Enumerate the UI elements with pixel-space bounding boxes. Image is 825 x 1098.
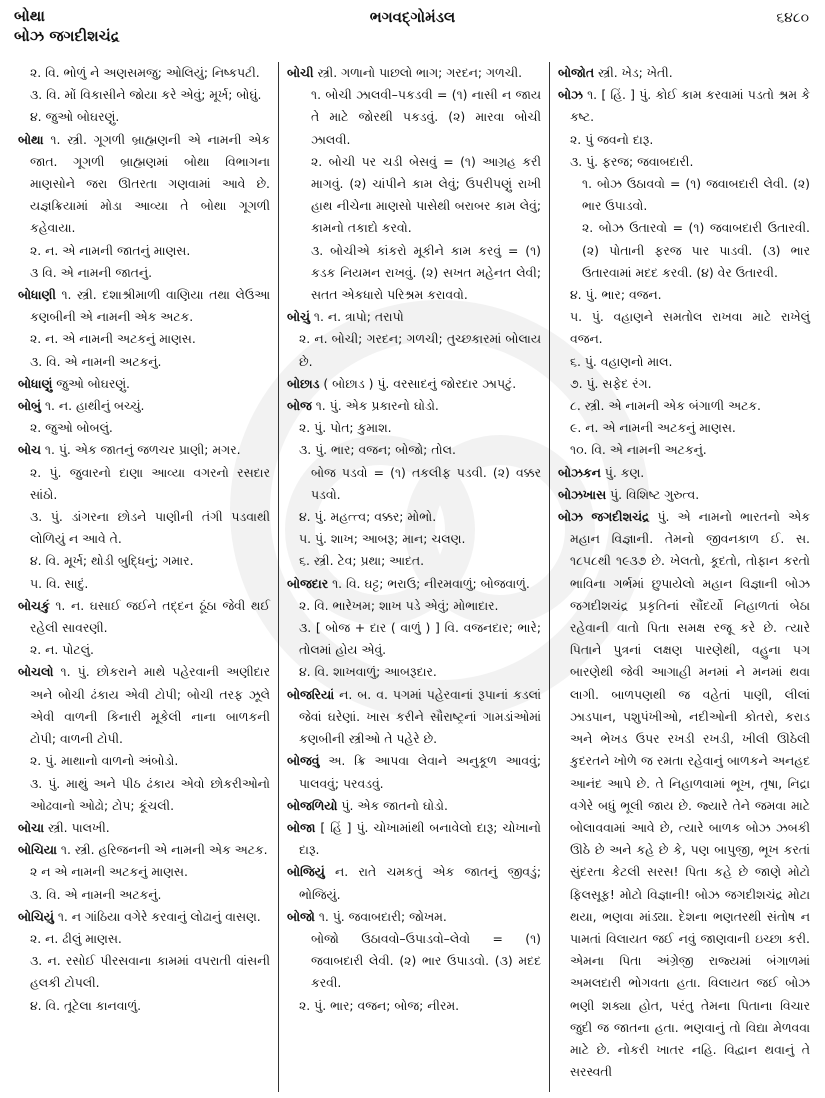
headword: બોજા [287, 819, 316, 835]
headword: બોચિયું [18, 908, 54, 924]
guide-word-first: બોથા [14, 7, 45, 25]
definition-text: ૧. ન ગાંઠિયા વગેરે કરવાનું લોઢાનું વાસણ. [53, 908, 261, 924]
definition-text: ૧. બોચી ઝાલવી–પકડવી = (૧) નાસી ન જાય તે માટે જોરથી પકડવું. (૨) મારવા બોચી ઝાલવી. [311, 87, 541, 147]
dictionary-entry [287, 373, 541, 395]
sense-line [18, 573, 270, 595]
definition-text: ૧. પું. જવાબદારી; જોખમ. [314, 908, 447, 924]
sense-line [18, 861, 270, 883]
headword: બોઝ જગદીશચંદ્ર [558, 509, 650, 525]
headword: બોઝકન [558, 464, 601, 480]
definition-text: ૩ વિ. એ નામની જાતનું. [30, 264, 153, 280]
idiom-line [558, 217, 810, 284]
dictionary-entry [558, 62, 810, 84]
definition-text: ૪. વિ. તૂટેલા કાનવાળું. [30, 997, 142, 1013]
definition-text: ૩. ન. રસોઈ પીરસવાના કામમાં વપરાતી વાંસની હલકી ટોપલી. [30, 953, 270, 991]
definition-text: ૨. પું. જુવારનો દાણા આવ્યા વગરનો રસદાર સાંઠો. [30, 464, 270, 502]
definition-text: ૩. પું. ફરજ; જવાબદારી. [570, 153, 694, 169]
definition-text: ૨. ન. ઢીલું માણસ. [30, 930, 122, 946]
dictionary-entry [287, 906, 541, 928]
definition-text: ( બોછાડ ) પું. વરસાદનું જોરદાર ઝાપટું. [319, 375, 517, 391]
definition-text: ૨. પું. પોત; કુમાશ. [299, 420, 392, 436]
dictionary-columns [10, 62, 818, 1092]
sense-line [287, 661, 541, 683]
definition-text: ૧. ન. હાથીનું બચ્ચું. [41, 398, 145, 414]
headword: બોચા [18, 819, 44, 835]
column-2 [278, 62, 550, 1092]
definition-text: ૪. વિ. મૂર્ખ; થોડી બુદ્ધિનું; ગમાર. [30, 553, 194, 569]
definition-text: ન. બ. વ. પગમાં પહેરવાનાં રૂપાનાં કડલાં જેવાં ઘરેણાં. ખાસ કરીને સૌરાષ્ટ્રનાં ગામડાંઓમાં કણબીની સ્ત્રીઓ તે પહેરે છે. [299, 686, 541, 747]
dictionary-entry [18, 906, 270, 928]
dictionary-entry [287, 750, 541, 794]
definition-text: ૨. પું જવનો દારૂ. [570, 131, 654, 147]
dictionary-entry [558, 506, 810, 1083]
dictionary-entry [287, 861, 541, 905]
sense-line [18, 462, 270, 506]
sense-line [18, 773, 270, 817]
book-title: ભગવદ્ગોમંડલ [369, 8, 456, 26]
dictionary-entry [287, 795, 541, 817]
sense-line [558, 395, 810, 417]
definition-text: ૯. ન. એ નામની અટકનું માણસ. [570, 420, 736, 436]
page-number: ૬૪૮૦ [776, 10, 809, 26]
definition-text: ૨. ન. બોચી; ગરદન; ગળચી; તુચ્છકારમાં બોલાય છે. [299, 331, 541, 369]
sense-line [558, 417, 810, 439]
sense-line [18, 506, 270, 550]
headword: બોથા [18, 131, 44, 147]
sense-line [287, 417, 541, 439]
definition-text: બોજો ઉઠાવવો–ઉપાડવો–લેવો = (૧) જવાબદારી લેવી. (૨) ભાર ઉપાડવો. (૩) મદદ કરવી. [311, 930, 541, 991]
headword: બોજવું [287, 753, 320, 769]
sense-line [558, 351, 810, 373]
definition-text: [ હિં ] પું. ચોખામાંથી બનાવેલો દારૂ; ચોખાનો દારૂ. [299, 819, 541, 858]
definition-text: પું. વિશિષ્ટ ગુરુત્વ. [606, 486, 700, 502]
definition-text: ૪. પું. મહત્ત્વ; વક્કર; મોભો. [299, 509, 437, 525]
dictionary-entry [287, 62, 541, 84]
sense-line [558, 306, 810, 350]
definition-text: ૧૦. વિ. એ નામની અટકનું. [570, 442, 707, 458]
definition-text: ૬. પું. વહાણનો માલ. [570, 353, 673, 369]
dictionary-entry [18, 817, 270, 839]
dictionary-entry [18, 284, 270, 328]
definition-text: ૨. પું. ભાર; વજન; બોજ; નીરમ. [299, 997, 460, 1013]
headword: બોચું [287, 309, 310, 325]
headword: બોજળિયો [287, 797, 338, 813]
definition-text: પું. કણ. [600, 464, 645, 480]
sense-line [18, 750, 270, 772]
sense-line [558, 151, 810, 173]
definition-text: પું. એ નામનો ભારતનો એક મહાન વિજ્ઞાની. તેમનો જીવનકાળ ઈ. સ. ૧૮૫૮થી ૧૯૩૭ છે. ખેલતો, કૂદતો, તોફાન કરતો ભાવિના ગર્ભમાં છુપાયેલો મહાન વિજ્ઞાની બોઝ જગદીશચંદ્ર પ્રકૃતિનાં સૌંદર્યો નિહાળતાં બેઠા રહેવાની વાતો પિતા સમક્ષ રજૂ કરે છે. ત્યારે પિતાને પુત્રનાં લક્ષણ પારણેથી, વહુના પગ બારણેથી જેવી આગાહી મનમાં ને મનમાં થવા લાગી. બાળપણથી જ વહેતાં પાણી, લીલાં ઝાડપાન, પશુપંખીઓ, નદીઓની કોતરો, કરાડ અને ભેખડ ઉપર રખડી રખડી, ખીલી ઊઠેલી કુદરતને ખોળે જ રમતા રહેવાનું બાળકને અનહદ આનંદ આપે છે. તે નિહાળવામાં ભૂખ, તૃષા, નિદ્રા વગેરે બધું ભૂલી જાય છે. જ્યારે તેને જમવા માટે બોલાવવામાં આવે છે, ત્યારે બાળક બોઝ ઝબકી ઊઠે છે અને કહે છે કે, પણ બાપુજી, ભૂખ કરતાં સુંદરતા કેટલી સરસ! પિતા કહે છે જાણે મોટો ફિલસૂફ! મોટો વિજ્ઞાની! બોઝ જગદીશચંદ્ર મોટા થયા, ભણવા માંડ્યા. દેશના ભણતરથી સંતોષ ન પામતાં વિલાયત જઈ નવું જાણવાની ઇચ્છા કરી. એમના પિતા અંગ્રેજી રાજ્યમાં બંગાળમાં અમલદારી ભોગવતા હતા. વિલાયત જઈ બોઝ ભણી શક્યા હોત, પરંતુ તેમના પિતાના વિચાર જુદી જ જાતના હતા. ભણવાનું તો વિદ્યા મેળવવા માટે છે. નોકરી ખાતર નહિ. વિદ્વાન થવાનું તે સરસ્વતી [570, 509, 810, 1080]
sense-line [558, 129, 810, 151]
definition-text: ૧. ન. ત્રાપો; તરાપો [309, 309, 404, 325]
definition-text: ૪. વિ. શાખવાળું; આબરૂદાર. [299, 664, 437, 680]
page-header [0, 0, 825, 62]
definition-text: ૩. પું. ભાર; વજન; બોજો; તોલ. [299, 442, 456, 458]
definition-text: ૫. પું. શાખ; આબરૂ; માન; ચલણ. [299, 531, 466, 547]
definition-text: ૩. વિ. એ નામની અટકનું. [30, 353, 162, 369]
definition-text: ૧. પું. એક જાતનું જળચર પ્રાણી; મગર. [40, 442, 241, 458]
definition-text: પું. એક જાતનો ઘોડો. [337, 797, 448, 813]
definition-text: ૧. પું. એક પ્રકારનો ઘોડો. [311, 398, 439, 414]
headword: બોજરિયાં [287, 686, 335, 702]
sense-line [18, 928, 270, 950]
idiom-line [287, 462, 541, 506]
dictionary-entry [18, 661, 270, 750]
definition-text: ૩. વિ. એ નામની અટકનું. [30, 886, 162, 902]
definition-text: ૧. ન. ઘસાઈ જઈને તદ્દન ઠૂંઠા જેવી થઈ રહેલી સાવરણી. [30, 597, 270, 636]
guide-word-last: બોઝ જગદીશચંદ્ર [14, 27, 120, 45]
definition-text: ૩. [ બોજ + દાર ( વાળું ) ] વિ. વજનદાર; ભારે; તોલમાં હોય એવું. [299, 620, 541, 658]
definition-text: ૩. પું. માથું અને પીઠ ઢંકાય એવો છોકરીઓનો ઓઢવાનો ઓઢો; ટોપ; કૂંચલી. [30, 775, 270, 813]
headword: બોછાડ [287, 375, 320, 391]
sense-line [18, 995, 270, 1017]
definition-text: ૪. જુઓ બોઘરણું. [30, 109, 120, 125]
dictionary-entry [18, 595, 270, 639]
idiom-line [558, 173, 810, 217]
definition-text: જુઓ બોઘરણું. [52, 375, 130, 391]
dictionary-entry [558, 484, 810, 506]
sense-line [287, 995, 541, 1017]
dictionary-entry [287, 395, 541, 417]
definition-text: બોજ પડવો = (૧) તકલીફ પડવી. (૨) વક્કર પડવો. [311, 464, 541, 502]
sense-line [558, 373, 810, 395]
sense-line [287, 617, 541, 661]
definition-text: ૨. ન. એ નામની જાતનું માણસ. [30, 242, 191, 258]
dictionary-entry [18, 439, 270, 461]
sense-line [18, 240, 270, 262]
sense-line [287, 528, 541, 550]
definition-text: સ્ત્રી. પાલખી. [44, 819, 110, 835]
definition-text: ૭. પું. સફેદ રંગ. [570, 375, 652, 391]
definition-text: ૩. પું. ડાંગરના છોડને પાણીની તંગી પડવાથી લોળિયું ન આવે તે. [30, 509, 270, 547]
sense-line [287, 550, 541, 572]
idiom-line [287, 240, 541, 307]
definition-text: ૪. પું. ભાર; વજન. [570, 287, 662, 303]
headword: બોજિયું [287, 864, 325, 880]
definition-text: ૩. વિ. મોં વિકાસીને જોયા કરે એવું; મૂર્ખ; બોઘું. [30, 87, 262, 103]
definition-text: ન. રાતે ચમકતું એક જાતનું જીવડું; ભોજિયું. [299, 864, 541, 902]
idiom-line [287, 928, 541, 995]
definition-text: ૧. પું. છોકરાને માથે પહેરવાની અણીદાર અને બોચી ઢંકાય એવી ટોપી; બોચી તરફ ઝૂલે એવી વાળની કિનારી મૂકેલી નાના બાળકની ટોપી; વાળની ટોપી. [30, 664, 270, 747]
sense-line [18, 639, 270, 661]
definition-text: ૨. પું. માથાનો વાળનો અંબોડો. [30, 753, 179, 769]
definition-text: ૮. સ્ત્રી. એ નામની એક બંગાળી અટક. [570, 398, 761, 414]
definition-text: સ્ત્રી. ગળાનો પાછલો ભાગ; ગરદન; ગળચી. [313, 65, 523, 80]
sense-line [18, 328, 270, 350]
definition-text: અ. ક્રિ આપવા લેવાને અનુકૂળ આવવું; પાલવવું; પરવડવું. [299, 753, 541, 791]
sense-line [18, 62, 270, 84]
sense-line [18, 351, 270, 373]
definition-text: ૫. વિ. સાદું. [30, 575, 89, 591]
definition-text: ૩. બોચીએ કાંકરો મૂકીને કામ કરવું = (૧) કડક નિયમન રાખવું. (૨) સખત મહેનત લેવી; સતત એકધારો પરિશ્રમ કરાવવો. [311, 242, 541, 303]
definition-text: ૨ ન એ નામની અટકનું માણસ. [30, 864, 188, 880]
dictionary-entry [558, 462, 810, 484]
headword: બોજો [287, 908, 315, 924]
sense-line [287, 506, 541, 528]
headword: બોચિયા [18, 842, 57, 858]
dictionary-entry [287, 573, 541, 595]
definition-text: ૧. સ્ત્રી. ગૂગળી બ્રાહ્મણની એ નામની એક જાત. ગૂગળી બ્રાહ્મણમાં બોથા વિભાગના માણસોને જરા ઊતરતા ગણવામાં આવે છે. યજ્ઞક્રિયામાં મોડા આવ્યા તે બોથા ગૂગળી કહેવાયા. [30, 131, 270, 236]
headword: બોચકું [18, 597, 50, 613]
idiom-line [287, 84, 541, 151]
dictionary-entry [558, 84, 810, 128]
dictionary-entry [18, 373, 270, 395]
headword: બોચ [18, 442, 41, 458]
dictionary-entry [18, 839, 270, 861]
headword: બોજ [287, 398, 312, 414]
definition-text: ૨. વિ. ભોળું ને અણસમજુ; ઓલિયું; નિષ્કપટી. [30, 65, 260, 80]
headword: બોચી [287, 65, 314, 80]
sense-line [18, 417, 270, 439]
definition-text: ૧. વિ. ઘટ્ટ; ભરાઉ; નીરમવાળું; બોજવાળું. [328, 575, 530, 591]
headword: બોઝ [558, 87, 583, 103]
headword: બોચલો [18, 664, 54, 680]
column-1 [10, 62, 278, 1092]
definition-text: ૨. ન. એ નામની અટકનું માણસ. [30, 331, 196, 347]
sense-line [558, 284, 810, 306]
definition-text: ૧. [ હિં. ] પું. કોઈ કામ કરવામાં પડતો શ્રમ કે કષ્ટ. [570, 87, 810, 125]
headword: બોધાણી [18, 287, 56, 303]
sense-line [287, 595, 541, 617]
sense-line [558, 439, 810, 461]
sense-line [287, 328, 541, 372]
definition-text: ૨. વિ. ભારેખમ; શાખ પડે એવું; મોભાદાર. [299, 597, 499, 613]
definition-text: ૧. બોઝ ઉઠાવવો = (૧) જવાબદારી લેવી. (૨) ભાર ઉપાડવો. [582, 176, 810, 214]
headword: બોઝખાસ [558, 486, 607, 502]
headword: બોબું [18, 398, 41, 414]
definition-text: ૨. ન. પોટલું. [30, 642, 94, 658]
sense-line [18, 550, 270, 572]
sense-line [18, 884, 270, 906]
definition-text: ૧. સ્ત્રી. હરિજનની એ નામની એક અટક. [56, 842, 268, 858]
definition-text: ૫. પું. વહાણને સમતોલ રાખવા માટે રાખેલું વજન. [570, 309, 810, 347]
definition-text: ૨. જુઓ બોબલું. [30, 420, 113, 436]
definition-text: ૨. બોઝ ઉતારવો = (૧) જવાબદારી ઉતારવી. (૨) પોતાની ફરજ પાર પાડવી. (૩) ભાર ઉતારવામાં મદદ કરવી. (૪) વેર ઉતારવી. [582, 220, 810, 280]
dictionary-entry [18, 395, 270, 417]
sense-line [18, 950, 270, 994]
headword: બોજદાર [287, 575, 329, 591]
definition-text: ૬. સ્ત્રી. ટેવ; પ્રથા; આદત. [299, 553, 425, 569]
definition-text: સ્ત્રી. ખેડ; ખેતી. [594, 65, 673, 80]
definition-text: ૧. સ્ત્રી. દશાશ્રીમાળી વાણિયા તથા લેઉઆ કણબીની એ નામની એક અટક. [30, 287, 270, 325]
dictionary-entry [18, 129, 270, 240]
sense-line [18, 84, 270, 106]
sense-line [18, 262, 270, 284]
definition-text: ૨. બોચી પર ચડી બેસવું = (૧) આગ્રહ કરી માગવું. (૨) ચાંપીને કામ લેવું; ઉપરીપણું રાખી હાથ નીચેના માણસો પાસેથી બરાબર કામ લેવું; કામનો તકાદો કરવો. [311, 153, 541, 236]
dictionary-entry [287, 684, 541, 751]
dictionary-entry [287, 817, 541, 861]
dictionary-entry [287, 306, 541, 328]
headword: બોજોત [558, 65, 595, 80]
idiom-line [287, 151, 541, 240]
column-3 [550, 62, 818, 1092]
sense-line [287, 439, 541, 461]
sense-line [18, 106, 270, 128]
headword: બોધાણું [18, 375, 53, 391]
